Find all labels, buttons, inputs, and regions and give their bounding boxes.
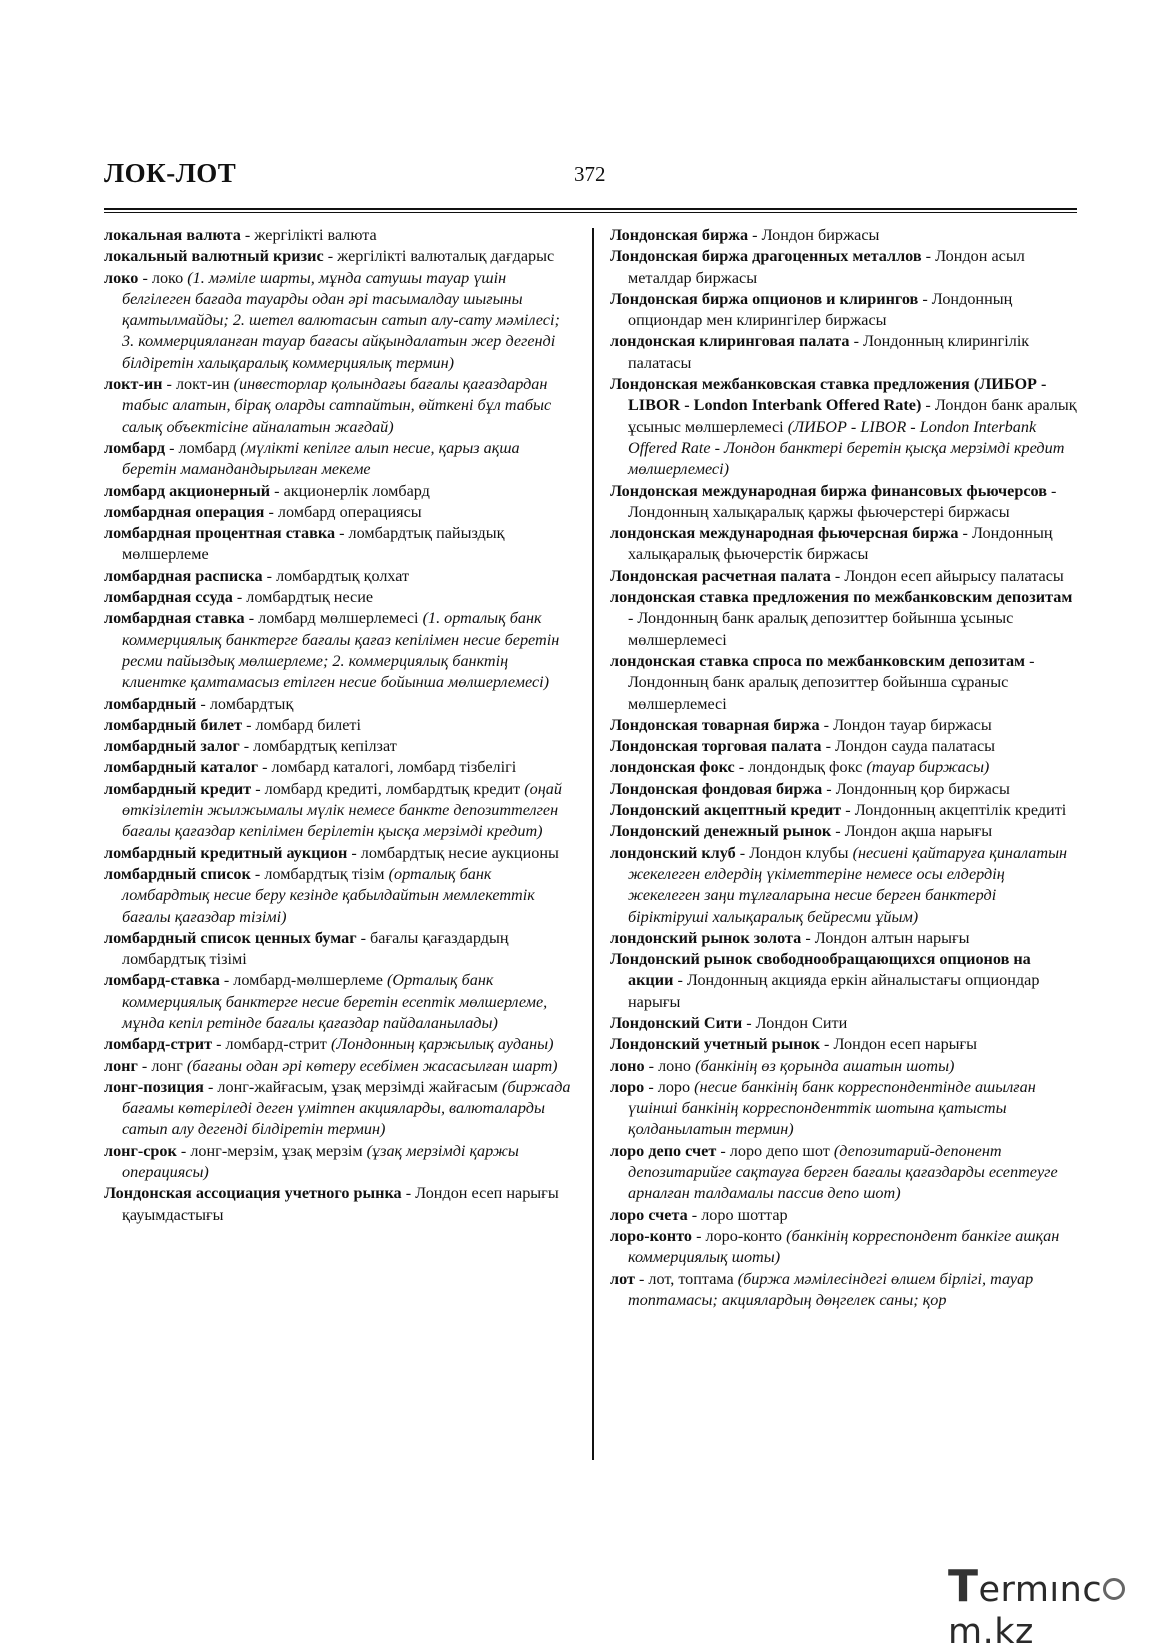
entry-translation: - Лондонның клирингілік палатасы xyxy=(628,332,1030,372)
entry-translation: - Лондон есеп нарығы xyxy=(820,1035,978,1054)
entry-term: лондонская международная фьючерсная биржа xyxy=(610,524,959,543)
entry-term: Лондонская межбанковская ставка предложения (ЛИБОР - LIBOR - London Interbank Offered Rate) xyxy=(610,375,1047,415)
entry-term: Лондонский акцептный кредит xyxy=(610,801,842,820)
entry-translation: - ломбард-стрит xyxy=(212,1035,331,1054)
entry-translation: - Лондон клубы xyxy=(735,843,853,862)
entry-term: лондонский клуб xyxy=(610,843,736,862)
entry-term: ломбардная ссуда xyxy=(104,588,233,607)
entry-term: ломбардная ставка xyxy=(104,609,245,628)
entry-translation: - ломбардтық қолхат xyxy=(262,566,410,585)
entry-note: (депозитарий-депонент депозитарийге сақтауға берген бағалы қағаздарды есептеуге арналған талдамалы пассив депо шот) xyxy=(628,1141,1058,1203)
entry-translation: - жергілікті валюталық дағдарыс xyxy=(323,247,555,266)
entry-note: (биржада бағамы көтеріледі деген үмітпен акцияларды, валюталарды сатып алу дегенді білдіретін термин) xyxy=(122,1077,571,1139)
dictionary-entry xyxy=(104,1056,576,1077)
entry-translation: - лонг-жайғасым, ұзақ мерзімді жайғасым xyxy=(203,1077,502,1096)
entry-translation: - Лондонның банк аралық депозиттер бойынша сұраныс мөлшерлемесі xyxy=(628,651,1035,713)
entry-note: (несие банкінің банк корреспондентінде ашылған үшінші банкінің корреспонденттік шотына қатысты қолданылатын термин) xyxy=(628,1077,1036,1139)
entry-translation: - Лондонның банк аралық депозиттер бойынша ұсыныс мөлшерлемесі xyxy=(628,609,1014,649)
dictionary-entry xyxy=(104,374,576,438)
dictionary-entry xyxy=(610,1077,1080,1141)
entry-note: (банкінің корреспондент банкіге ашқан коммерциялық шоты) xyxy=(628,1226,1060,1267)
dictionary-entry xyxy=(104,502,576,523)
entry-translation: - ломбардтық тізім xyxy=(250,864,389,883)
right-column xyxy=(610,225,1080,1311)
dictionary-entry xyxy=(104,779,576,843)
entry-note: (1. орталық банк коммерциялық банктерге бағалы қағаз кепілімен несие беретін ресми пайыздық мөлшерлеме; 2. коммерциялық банктің клиентке қамтамасыз етілген несие бойынша мөлшерлемесі) xyxy=(122,609,560,692)
dictionary-entry xyxy=(610,523,1080,566)
entry-note: (ЛИБОР - LIBOR - London Interbank Offered Rate - Лондон банктері беретін қысқа мерзімді кредит мөлшерлемесі) xyxy=(628,417,1065,479)
entry-translation: - Лондон биржасы xyxy=(748,226,880,244)
logo-text xyxy=(948,1561,1158,1652)
entry-term: Лондонская биржа опционов и клирингов xyxy=(610,289,919,308)
entry-translation: - Лондонның акцияда еркін айналыстағы опциондар нарығы xyxy=(628,971,1040,1011)
entry-term: лондонская клиринговая палата xyxy=(610,332,850,351)
entry-translation: - Лондонның халықаралық қаржы фьючерстері биржасы xyxy=(628,481,1057,521)
entry-translation: - Лондон есеп нарығы қауымдастығы xyxy=(122,1184,559,1224)
dictionary-entry xyxy=(104,694,576,715)
entry-term: локт-ин xyxy=(104,375,163,394)
entry-term: лоно xyxy=(610,1056,645,1075)
entry-term: ломбардная операция xyxy=(104,502,265,521)
logo-text-end: m.kz xyxy=(948,1611,1034,1652)
entry-term: Лондонский денежный рынок xyxy=(610,822,832,841)
dictionary-entry xyxy=(610,736,1080,757)
entry-translation: - лоро-конто xyxy=(692,1226,787,1245)
entry-translation: - Лондонның опциондар мен клирингілер биржасы xyxy=(628,289,1013,330)
termincom-logo[interactable] xyxy=(948,1560,1158,1652)
entry-translation: - Лондон Сити xyxy=(742,1013,848,1032)
entry-translation: - ломбард операциясы xyxy=(264,502,422,521)
dictionary-entry xyxy=(104,864,576,928)
header-rule-thin xyxy=(104,212,1077,213)
entry-note: (тауар биржасы) xyxy=(866,758,990,777)
left-column xyxy=(104,225,576,1226)
entry-translation: - лоро депо шот xyxy=(716,1141,834,1160)
entry-translation: - ломбардтық кепілзат xyxy=(239,737,397,756)
entry-translation: - лот, топтама xyxy=(634,1269,738,1288)
page-number: 372 xyxy=(574,162,606,186)
entry-note: (биржа мәмілесіндегі өлшем бірлігі, тауар топтамасы; акциялардың дөңгелек саны; қор xyxy=(628,1269,1034,1309)
logo-text-mid: ermınc xyxy=(978,1569,1103,1610)
entry-term: лоро депо счет xyxy=(610,1141,717,1160)
entry-note: (ұзақ мерзімді қаржы операциясы) xyxy=(122,1141,519,1182)
dictionary-entry xyxy=(610,1141,1080,1205)
entry-term: локальный валютный кризис xyxy=(104,247,324,266)
dictionary-entry xyxy=(610,1056,1080,1077)
entry-translation: - ломбард-мөлшерлеме xyxy=(219,971,387,990)
dictionary-entry xyxy=(104,715,576,736)
dictionary-entry xyxy=(610,928,1080,949)
dictionary-entry xyxy=(610,374,1080,480)
entry-translation: - лоро xyxy=(644,1077,695,1096)
entry-translation: - Лондон сауда палатасы xyxy=(821,737,996,756)
entry-translation: - лонг xyxy=(137,1056,187,1075)
entry-translation: - ломбард каталогі, ломбард тізбелігі xyxy=(258,758,517,777)
entry-term: Лондонский учетный рынок xyxy=(610,1035,820,1054)
entry-note: (Лондонның қаржылық ауданы) xyxy=(330,1035,554,1054)
entry-translation: - ломбард xyxy=(165,438,241,457)
entry-translation: - Лондон тауар биржасы xyxy=(819,715,992,734)
entry-term: ломбард xyxy=(104,438,166,457)
entry-note: (инвесторлар қолындағы бағалы қағаздардан табыс алатын, бірақ оларды сатпайтын, өйткені бұл табыс салық объектісіне айналатын жағдай) xyxy=(122,375,552,436)
entry-term: ломбардная процентная ставка xyxy=(104,524,336,543)
dictionary-entry xyxy=(104,1034,576,1055)
dictionary-entry xyxy=(104,843,576,864)
entry-term: ломбардный билет xyxy=(104,715,243,734)
entry-translation: - ломбард билеті xyxy=(242,715,361,734)
dictionary-entry xyxy=(104,757,576,778)
entry-translation: - Лондонның акцептілік кредиті xyxy=(841,801,1067,820)
dictionary-entry xyxy=(610,566,1080,587)
entry-term: лондонский рынок золота xyxy=(610,928,802,947)
dictionary-entry xyxy=(610,715,1080,736)
header-rule xyxy=(104,208,1077,210)
dictionary-entry xyxy=(610,800,1080,821)
entry-term: ломбардная расписка xyxy=(104,566,263,585)
entry-term: ломбардный список ценных бумаг xyxy=(104,928,357,947)
dictionary-entry xyxy=(610,651,1080,715)
entry-translation: - локо xyxy=(138,268,188,287)
entry-translation: - лоро шоттар xyxy=(687,1205,788,1224)
dictionary-entry xyxy=(610,1226,1080,1269)
entry-translation: - локт-ин xyxy=(162,375,234,394)
dictionary-entry xyxy=(610,225,1080,246)
dictionary-entry xyxy=(104,246,576,267)
entry-translation: - Лондон есеп айырысу палатасы xyxy=(830,566,1064,585)
dictionary-entry xyxy=(104,970,576,1034)
entry-translation: - Лондон ақша нарығы xyxy=(831,822,993,841)
entry-translation: - Лондон алтын нарығы xyxy=(801,928,970,947)
dictionary-entry xyxy=(104,523,576,566)
entry-translation: - ломбардтық несие xyxy=(232,588,374,607)
dictionary-entry xyxy=(610,587,1080,651)
entry-translation: - Лондонның халықаралық фьючерстік биржасы xyxy=(628,524,1053,564)
dictionary-entry xyxy=(104,438,576,481)
page-heading: ЛОК-ЛОТ xyxy=(104,158,237,188)
dictionary-entry xyxy=(610,331,1080,374)
entry-term: лонг-позиция xyxy=(104,1077,204,1096)
dictionary-entry xyxy=(104,1077,576,1141)
entry-term: ломбард акционерный xyxy=(104,481,271,500)
entry-term: Лондонский Сити xyxy=(610,1013,743,1032)
entry-term: Лондонская биржа драгоценных металлов xyxy=(610,247,922,266)
entry-translation: - ломбард мөлшерлемесі xyxy=(244,609,423,628)
dictionary-entry xyxy=(610,1013,1080,1034)
entry-term: ломбардный кредитный аукцион xyxy=(104,843,348,862)
entry-translation: - ломбард кредиті, ломбардтық кредит xyxy=(251,779,525,798)
dictionary-entry xyxy=(610,481,1080,524)
dictionary-entry xyxy=(104,608,576,693)
entry-term: Лондонский рынок свободнообращающихся опционов на акции xyxy=(610,950,1031,990)
entry-note: (мүлікті кепілге алып несие, қарыз ақша беретін мамандандырылған мекеме xyxy=(122,438,520,479)
entry-term: ломбард-ставка xyxy=(104,971,220,990)
dictionary-entry xyxy=(610,843,1080,928)
entry-term: ломбардный залог xyxy=(104,737,240,756)
entry-note: (оңай өткізілетін жылжымалы мүлік немесе банкте депозиттелген бағалы қағаздар кепілімен берілетін қысқа мерзімді кредит) xyxy=(122,779,562,841)
entry-term: лоро-конто xyxy=(610,1226,693,1245)
entry-term: Лондонская торговая палата xyxy=(610,737,822,756)
entry-term: лондонская ставка предложения по межбанковским депозитам xyxy=(610,588,1073,607)
entry-translation: - акционерлік ломбард xyxy=(270,481,430,500)
dictionary-entry xyxy=(610,246,1080,289)
logo-t-letter: T xyxy=(948,1560,979,1612)
dictionary-entry xyxy=(104,587,576,608)
dictionary-entry xyxy=(610,1269,1080,1312)
entry-translation: - жергілікті валюта xyxy=(240,226,377,244)
entry-term: Лондонская международная биржа финансовых фьючерсов xyxy=(610,481,1047,500)
entry-translation: - бағалы қағаздардың ломбардтық тізімі xyxy=(122,928,509,969)
entry-term: лоро xyxy=(610,1077,645,1096)
dictionary-entry xyxy=(104,928,576,971)
dictionary-entry xyxy=(104,268,576,374)
entry-term: ломбардный xyxy=(104,694,197,713)
dictionary-entry xyxy=(104,1141,576,1184)
entry-term: Лондонская расчетная палата xyxy=(610,566,831,585)
dictionary-entry xyxy=(610,1034,1080,1055)
dictionary-entry xyxy=(104,1183,576,1226)
dictionary-entry xyxy=(610,779,1080,800)
entry-term: ломбардный кредит xyxy=(104,779,252,798)
entry-term: Лондонская товарная биржа xyxy=(610,715,820,734)
entry-term: лондонская ставка спроса по межбанковским депозитам xyxy=(610,651,1026,670)
entry-term: Лондонская биржа xyxy=(610,226,749,244)
entry-translation: - ломбардтық пайыздық мөлшерлеме xyxy=(122,524,505,564)
entry-term: ломбардный список xyxy=(104,864,251,883)
dictionary-entry xyxy=(610,757,1080,778)
entry-note: (бағаны одан әрі көтеру есебімен жасасылған шарт) xyxy=(186,1056,558,1075)
entry-translation: - лоно xyxy=(644,1056,696,1075)
dictionary-entry xyxy=(610,1205,1080,1226)
entry-term: ломбардный каталог xyxy=(104,758,259,777)
entry-translation: - лондондық фокс xyxy=(734,758,867,777)
dictionary-entry xyxy=(104,481,576,502)
entry-translation: - Лондонның қор биржасы xyxy=(822,779,1010,798)
entry-term: лоро счета xyxy=(610,1205,688,1224)
entry-note: (1. мәміле шарты, мұнда сатушы тауар үшін белгілеген бағада тауарды одан әрі тасымалдау шығыны қамтылмайды; 2. шетел валютасын сатып алу-сату мәмілесі; 3. коммерцияланған тауар бағасы айқындалатын жер дегенді білдіретін халықаралық коммерциялық термин) xyxy=(122,268,560,372)
entry-term: Лондонская фондовая биржа xyxy=(610,779,823,798)
logo-o-circle-icon xyxy=(1103,1578,1125,1600)
entry-term: локо xyxy=(104,268,139,287)
entry-term: лонг-срок xyxy=(104,1141,177,1160)
entry-translation: - лонг-мерзім, ұзақ мерзім xyxy=(176,1141,367,1160)
entry-term: лондонская фокс xyxy=(610,758,735,777)
entry-term: лонг xyxy=(104,1056,138,1075)
dictionary-entry xyxy=(610,821,1080,842)
dictionary-entry xyxy=(610,289,1080,332)
entry-translation: - Лондон асыл металдар биржасы xyxy=(628,247,1025,287)
entry-note: (банкінің өз қорында ашатын шоты) xyxy=(695,1056,955,1075)
entry-term: локальная валюта xyxy=(104,226,241,244)
entry-translation: - ломбардтық несие аукционы xyxy=(347,843,559,862)
entry-note: (орталық банк ломбардтық несие беру кезінде қабылдайтын мемлекеттік бағалы қағаздар тізімі) xyxy=(122,864,535,926)
entry-note: (Орталық банк коммерциялық банктерге несие беретін есептік мөлшерлеме, мұнда кепіл ретінде бағалы қағаздар пайдаланылады) xyxy=(122,971,548,1032)
entry-translation: - ломбардтық xyxy=(196,694,294,713)
entry-note: (несиені қайтаруға қиналатын жекелеген елдердің үкіметтеріне немесе осы елдердің жекелеген заңи тұлғаларына несие берген банктерді біріктіруші халықаралық бейресми ұйым) xyxy=(628,843,1068,926)
dictionary-entry xyxy=(104,225,576,246)
dictionary-entry xyxy=(104,736,576,757)
dictionary-entry xyxy=(104,566,576,587)
entry-term: Лондонская ассоциация учетного рынка xyxy=(104,1184,402,1203)
entry-term: ломбард-стрит xyxy=(104,1035,213,1054)
entry-translation: - Лондон банк аралық ұсыныс мөлшерлемесі xyxy=(628,396,1077,436)
column-divider xyxy=(592,228,594,1460)
dictionary-entry xyxy=(610,949,1080,1013)
entry-term: лот xyxy=(610,1269,635,1288)
